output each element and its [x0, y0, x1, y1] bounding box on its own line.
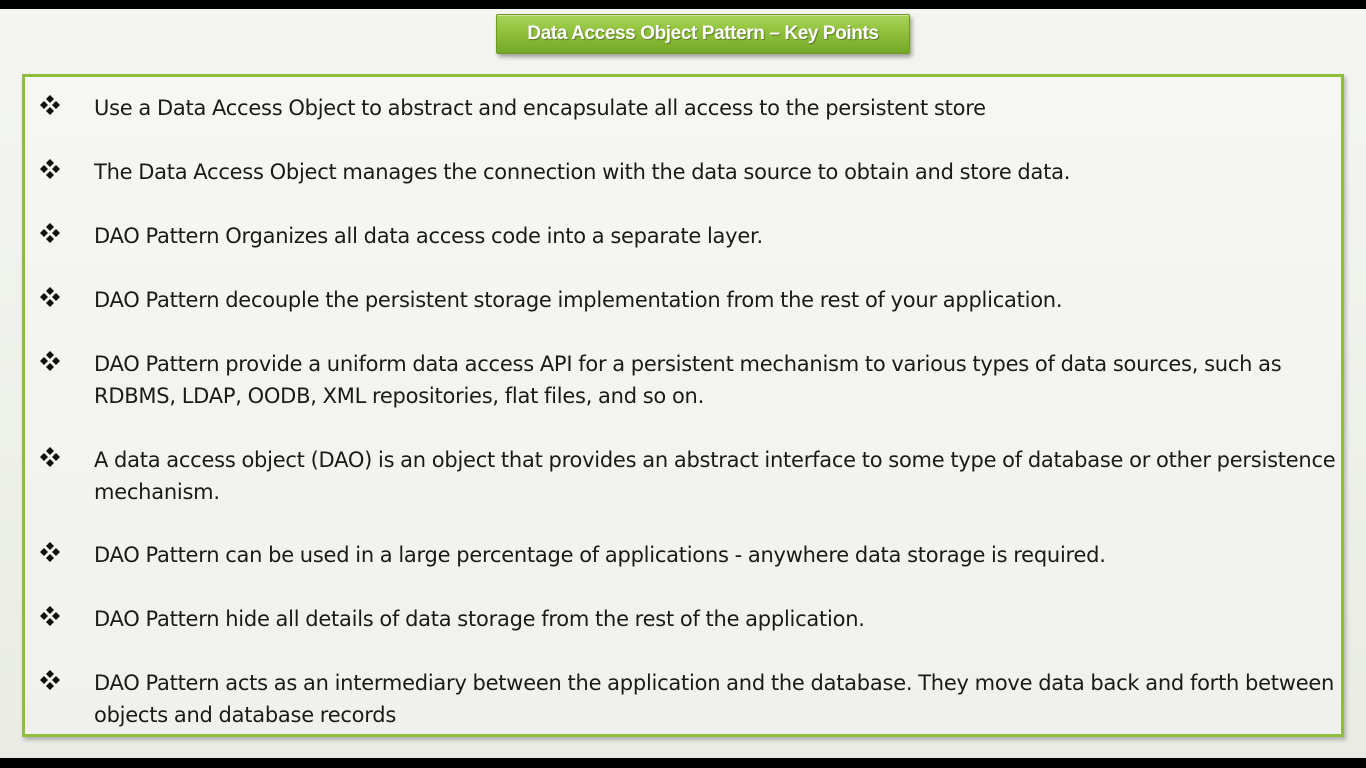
point-text: DAO Pattern decouple the persistent storage implementation from the rest of your application.: [94, 288, 1063, 312]
point-text: Use a Data Access Object to abstract and encapsulate all access to the persistent store: [94, 96, 986, 120]
four-diamond-bullet-icon: [39, 94, 61, 116]
point-text: DAO Pattern hide all details of data storage from the rest of the application.: [94, 607, 865, 631]
slide: [0, 9, 1366, 758]
point-text: DAO Pattern can be used in a large percentage of applications - anywhere data storage is required.: [94, 543, 1106, 567]
point-text: The Data Access Object manages the connection with the data source to obtain and store data.: [94, 160, 1071, 184]
four-diamond-bullet-icon: [39, 350, 61, 372]
point-text: DAO Pattern provide a uniform data access API for a persistent mechanism to various types of data sources, such as RDBMS, LDAP, OODB, XML repositories, flat files, and so on.: [94, 352, 1282, 408]
four-diamond-bullet-icon: [39, 286, 61, 308]
four-diamond-bullet-icon: [39, 669, 61, 691]
key-points-panel: [22, 74, 1344, 737]
four-diamond-bullet-icon: [39, 222, 61, 244]
point-text: DAO Pattern Organizes all data access code into a separate layer.: [94, 224, 763, 248]
four-diamond-bullet-icon: [39, 605, 61, 627]
four-diamond-bullet-icon: [39, 541, 61, 563]
point-text: A data access object (DAO) is an object that provides an abstract interface to some type of database or other persistence mechanism.: [94, 448, 1336, 504]
four-diamond-bullet-icon: [39, 158, 61, 180]
slide-title: Data Access Object Pattern – Key Points: [527, 23, 879, 44]
point-text: DAO Pattern acts as an intermediary between the application and the database. They move data back and forth between objects and database records: [94, 671, 1335, 727]
title-banner: [496, 14, 910, 54]
four-diamond-bullet-icon: [39, 446, 61, 468]
